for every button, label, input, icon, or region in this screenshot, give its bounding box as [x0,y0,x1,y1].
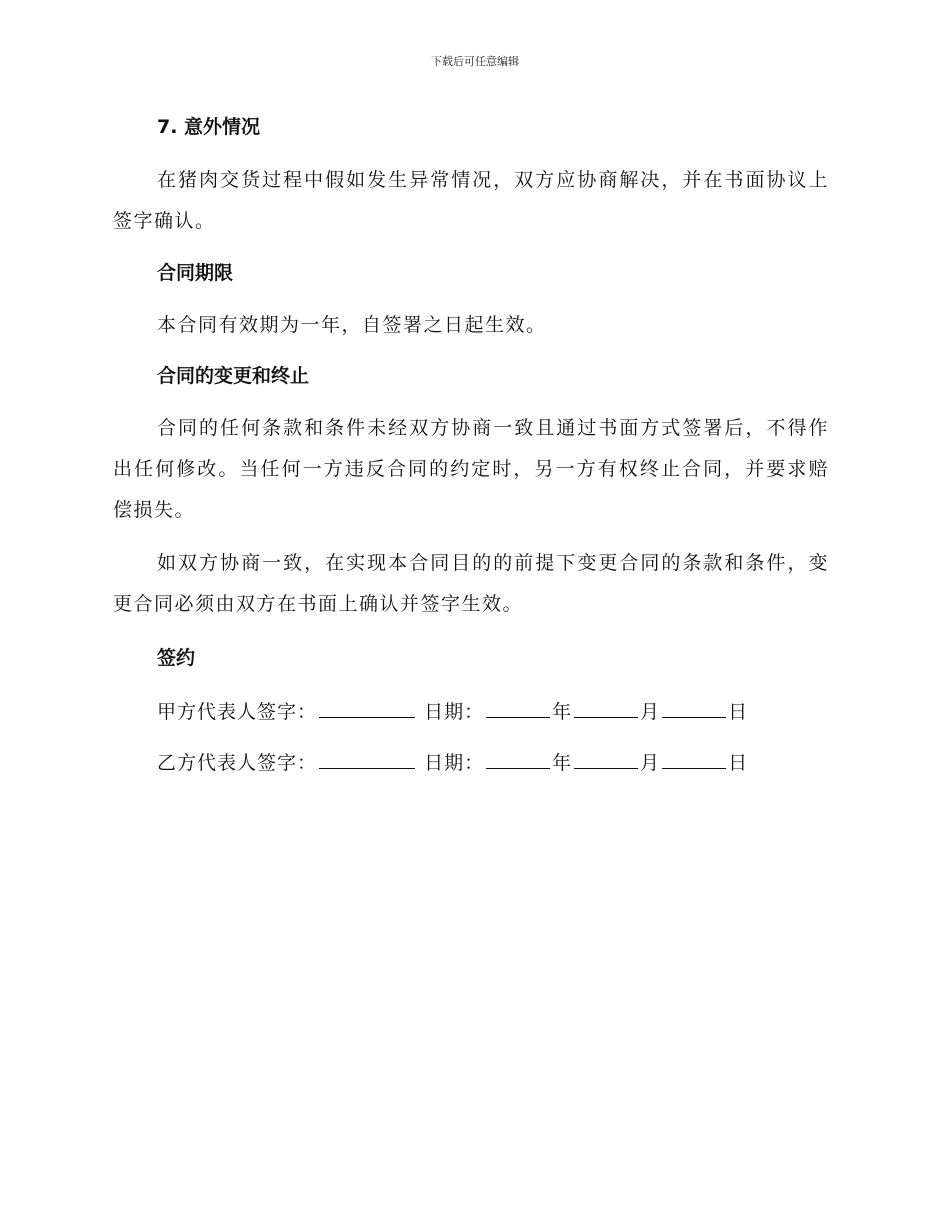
date-label: 日期： [424,701,485,723]
party-a-label: 甲方代表人签字： [157,701,318,723]
day-label: 日 [728,701,749,723]
section-heading-term: 合同期限 [157,262,234,284]
day-label: 日 [728,752,749,774]
section-heading-accident: 7. 意外情况 [157,116,261,138]
year-label: 年 [552,701,573,723]
paragraph-change-1: 合同的任何条款和条件未经双方协商一致且通过书面方式签署后，不得作出任何修改。当任何一方违反合同的约定时，另一方有权终止合同，并要求赔偿损失。 [113,417,829,521]
paragraph-term: 本合同有效期为一年，自签署之日起生效。 [157,314,547,336]
month-label: 月 [640,701,661,723]
paragraph-change-2: 如双方协商一致，在实现本合同目的的前提下变更合同的条款和条件，变更合同必须由双方在书面上确认并签字生效。 [113,552,829,615]
year-blank [486,748,550,769]
section-heading-change: 合同的变更和终止 [157,365,310,387]
section-heading-signing: 签约 [157,647,196,669]
party-b-label: 乙方代表人签字： [157,752,318,774]
page-header-note: 下载后可任意编辑 [431,55,519,68]
year-label: 年 [552,752,573,774]
month-blank [574,748,638,769]
party-a-signature-blank [319,697,415,718]
year-blank [486,697,550,718]
party-b-signature-blank [319,748,415,769]
date-label: 日期： [424,752,485,774]
paragraph-accident: 在猪肉交货过程中假如发生异常情况，双方应协商解决，并在书面协议上签字确认。 [113,169,829,232]
month-blank [574,697,638,718]
signature-line-party-a [157,697,748,725]
month-label: 月 [640,752,661,774]
day-blank [662,748,726,769]
signature-line-party-b [157,748,748,776]
day-blank [662,697,726,718]
